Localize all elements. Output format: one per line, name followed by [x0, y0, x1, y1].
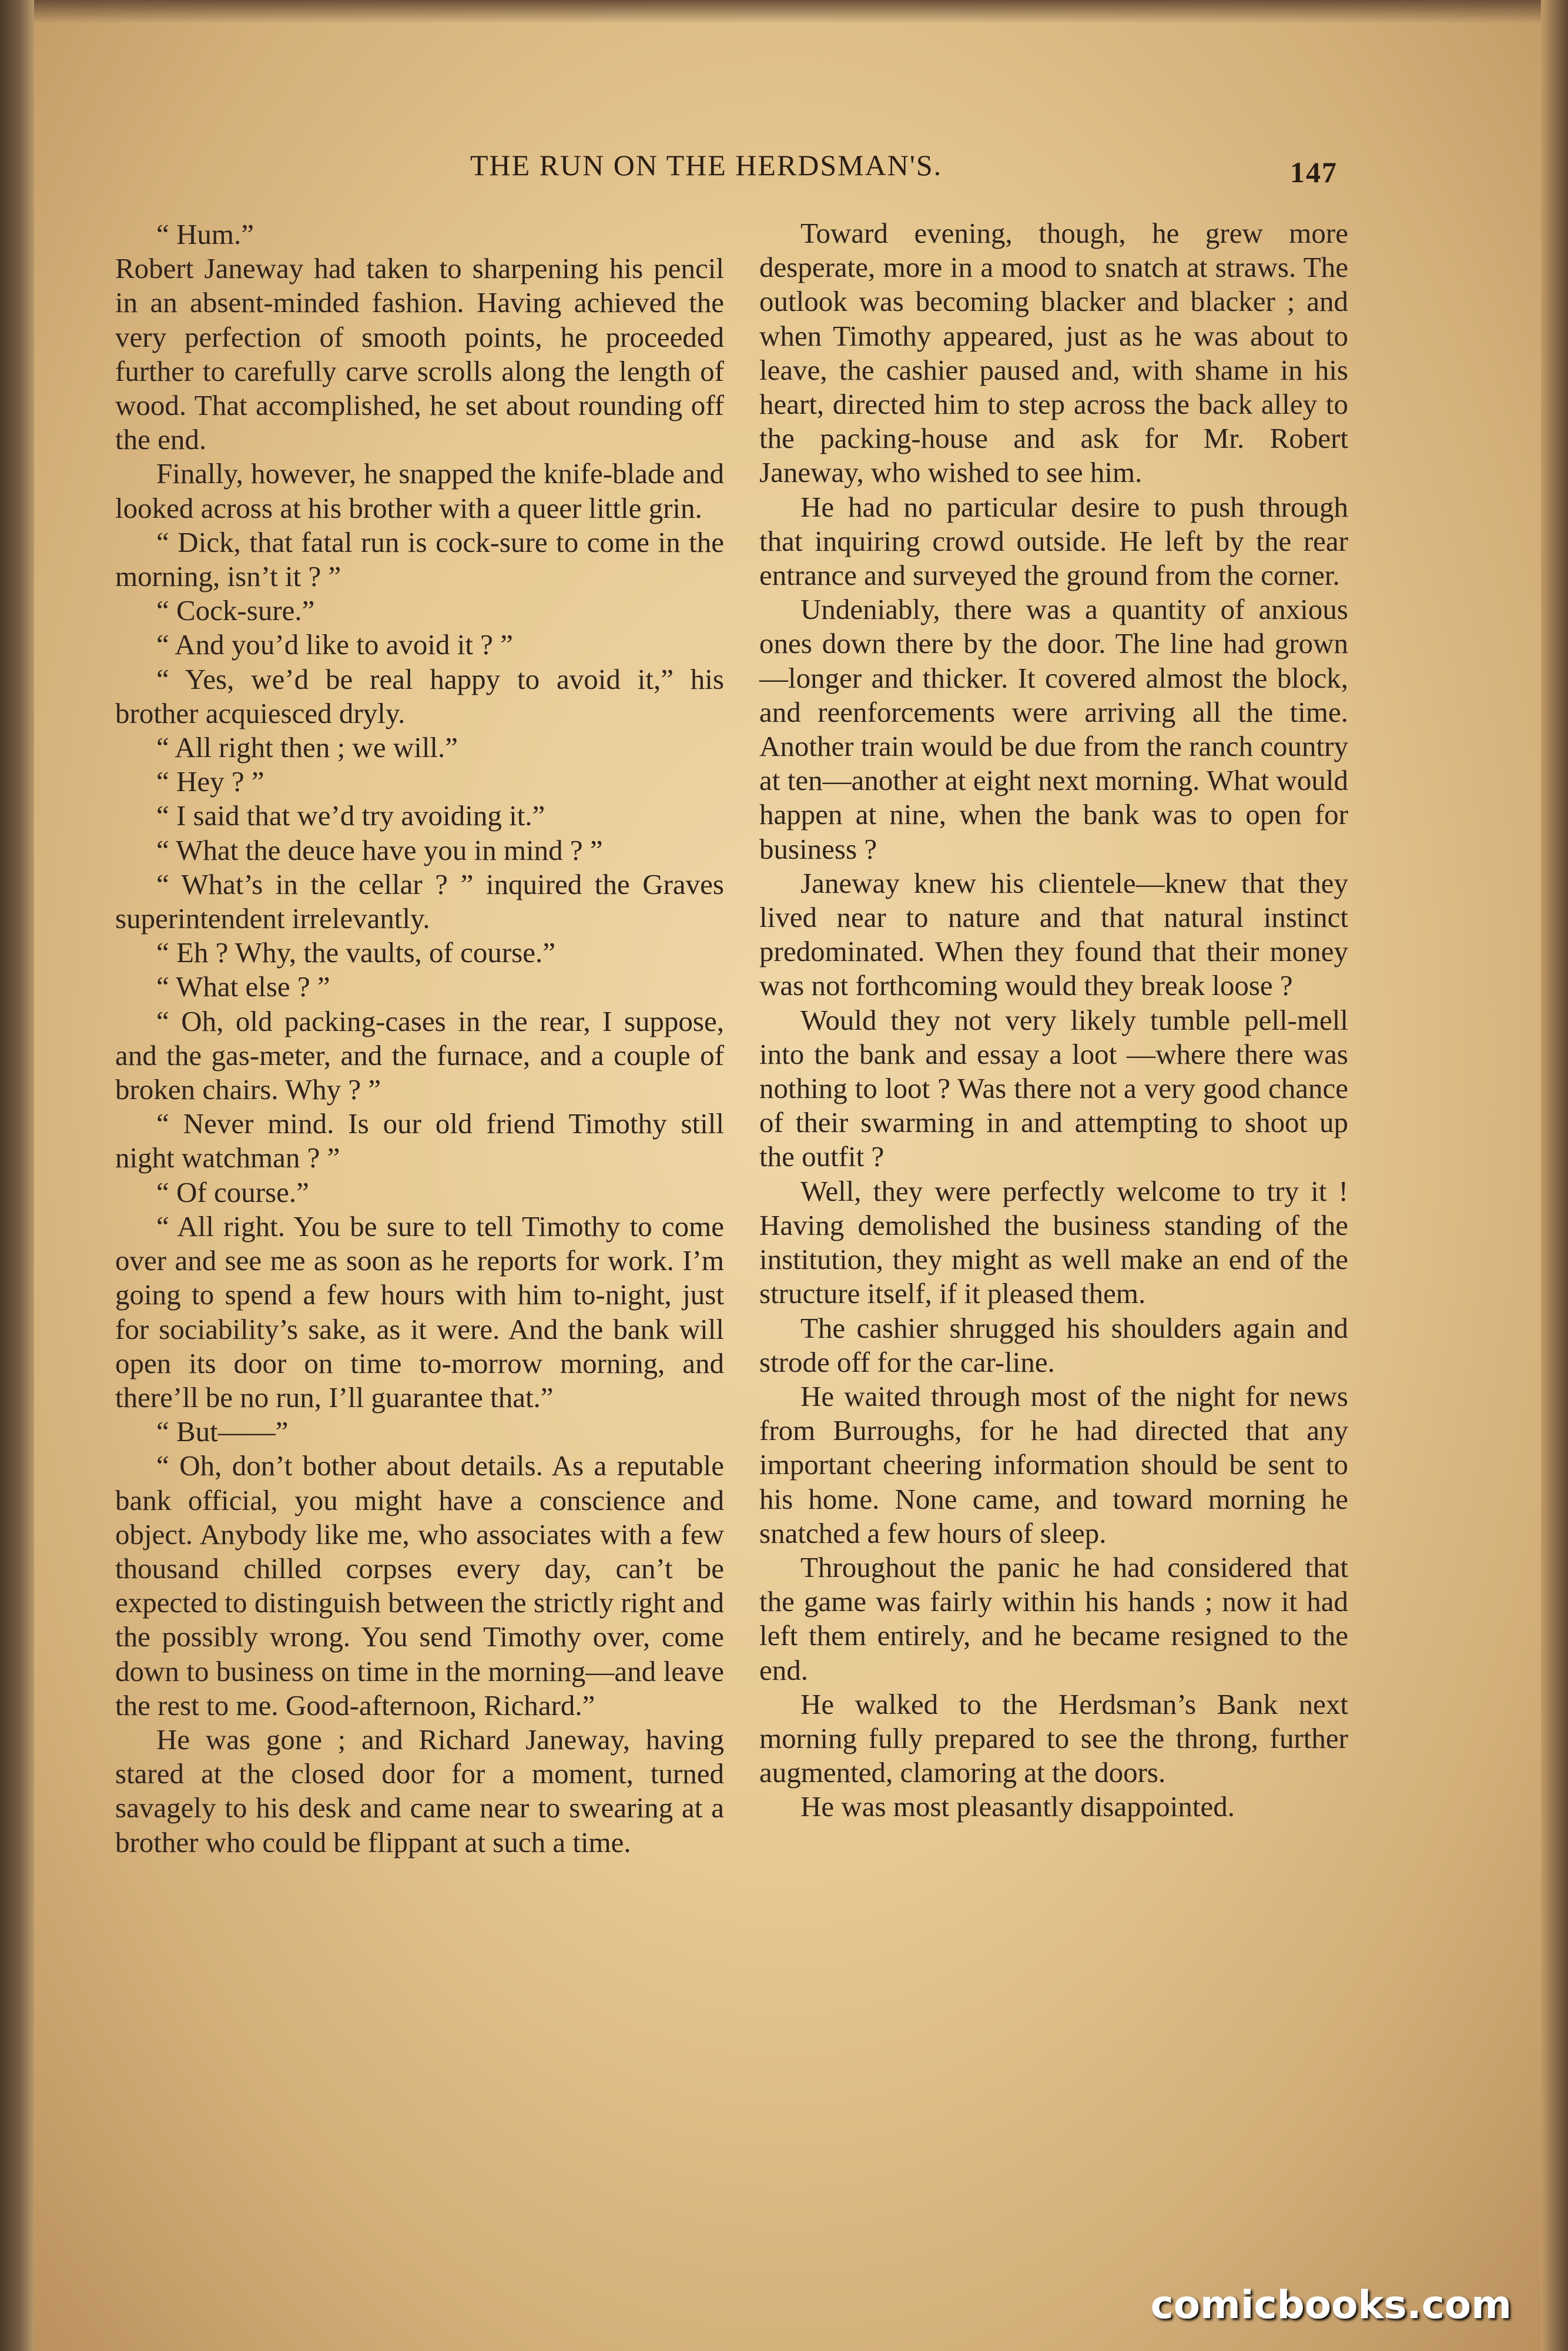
- paragraph: “ Hey ? ”: [156, 765, 264, 798]
- left-column: [115, 217, 724, 1860]
- paragraph: “ All right then ; we will.”: [156, 731, 458, 764]
- paragraph: “ Of course.”: [156, 1176, 309, 1208]
- paragraph: “ And you’d like to avoid it ? ”: [156, 628, 513, 661]
- paragraph: “ Dick, that fatal run is cock-sure to come in the morning, isn’t it ? ”: [115, 525, 724, 593]
- paragraph: He had no particular desire to push through that inquiring crowd outside. He left by the rear entrance and surveyed the ground from the corner.: [759, 490, 1348, 592]
- paragraph: “ Yes, we’d be real happy to avoid it,” his brother acquiesced dryly.: [115, 662, 724, 729]
- paragraph: Undeniably, there was a quantity of anxious ones down there by the door. The line had grown—longer and thicker. It covered almost the block, and reenforcements were arriving all the time. Another train would be due from the ranch country at ten—another at eight next morning. What would happen at nine, when the bank was to open for business ?: [759, 593, 1348, 865]
- paragraph: Janeway knew his clientele—knew that they lived near to nature and that natural instinct predominated. When they found that their money was not forthcoming would they break loose ?: [759, 866, 1348, 1002]
- paragraph: “ I said that we’d try avoiding it.”: [156, 799, 545, 832]
- paragraph: Robert Janeway had taken to sharpening his pencil in an absent-minded fashion. Having achieved the very perfection of smooth points, he proceeded further to carefully carve scrolls along the length of wood. That accomplished, he set about rounding off the end.: [115, 252, 724, 456]
- paragraph: He was most pleasantly disappointed.: [800, 1790, 1235, 1823]
- paragraph: Throughout the panic he had considered that the game was fairly within his hands ; now it had left them entirely, and he became resigned to the end.: [759, 1550, 1348, 1686]
- paragraph: Would they not very likely tumble pell-mell into the bank and essay a loot —where there was nothing to loot ? Was there not a very good chance of their swarming in and attempting to shoot up the outfit ?: [759, 1003, 1348, 1173]
- paragraph: “ What else ? ”: [156, 970, 330, 1003]
- paragraph: “ Hum.”: [156, 218, 254, 250]
- paragraph: He was gone ; and Richard Janeway, having stared at the closed door for a moment, turned savagely to his desk and came near to swearing at a brother who could be flippant at such a time.: [115, 1723, 724, 1858]
- paragraph: “ Cock-sure.”: [156, 594, 315, 627]
- paragraph: The cashier shrugged his shoulders again and strode off for the car-line.: [759, 1311, 1348, 1378]
- watermark: comicbooks.com: [1150, 2282, 1512, 2327]
- paragraph: “ Never mind. Is our old friend Timothy still night watchman ? ”: [115, 1107, 724, 1174]
- page-top-edge: [0, 0, 1568, 24]
- paragraph: “ Eh ? Why, the vaults, of course.”: [156, 936, 555, 969]
- paragraph: He walked to the Herdsman’s Bank next morning fully prepared to see the throng, further augmented, clamoring at the doors.: [759, 1687, 1348, 1789]
- page-number: 147: [1290, 156, 1338, 189]
- paragraph: “ But——”: [156, 1415, 289, 1448]
- right-column: [759, 216, 1348, 1824]
- paragraph: Toward evening, though, he grew more desperate, more in a mood to snatch at straws. The outlook was becoming blacker and blacker ; and when Timothy appeared, just as he was about to leave, the cashier paused and, with shame in his heart, directed him to step across the back alley to the packing-house and ask for Mr. Robert Janeway, who wished to see him.: [759, 217, 1348, 489]
- paragraph: “ What the deuce have you in mind ? ”: [156, 833, 603, 866]
- paragraph: Finally, however, he snapped the knife-blade and looked across at his brother with a queer little grin.: [115, 457, 724, 524]
- paragraph: “ Oh, old packing-cases in the rear, I suppose, and the gas-meter, and the furnace, and a couple of broken chairs. Why ? ”: [115, 1004, 724, 1106]
- paragraph: He waited through most of the night for news from Burroughs, for he had directed that any important cheering information should be sent to his home. None came, and toward morning he snatched a few hours of sleep.: [759, 1379, 1348, 1549]
- page-right-edge: [1541, 0, 1568, 2351]
- running-head: THE RUN ON THE HERDSMAN'S.: [470, 149, 943, 182]
- paragraph: Well, they were perfectly welcome to try it ! Having demolished the business standing of the institution, they might as well make an end of the structure itself, if it pleased them.: [759, 1174, 1348, 1310]
- book-spine: [0, 0, 34, 2351]
- paragraph: “ What’s in the cellar ? ” inquired the Graves superintendent irrelevantly.: [115, 868, 724, 935]
- paragraph: “ Oh, don’t bother about details. As a reputable bank official, you might have a conscience and object. Anybody like me, who associates with a few thousand chilled corpses every day, can’t be expected to distinguish between the strictly right and the possibly wrong. You send Timothy over, come down to business on time in the morning—and leave the rest to me. Good-afternoon, Richard.”: [115, 1449, 724, 1722]
- paragraph: “ All right. You be sure to tell Timothy to come over and see me as soon as he reports for work. I’m going to spend a few hours with him to-night, just for sociability’s sake, as it were. And the bank will open its door on time to-morrow morning, and there’ll be no run, I’ll guarantee that.”: [115, 1210, 724, 1414]
